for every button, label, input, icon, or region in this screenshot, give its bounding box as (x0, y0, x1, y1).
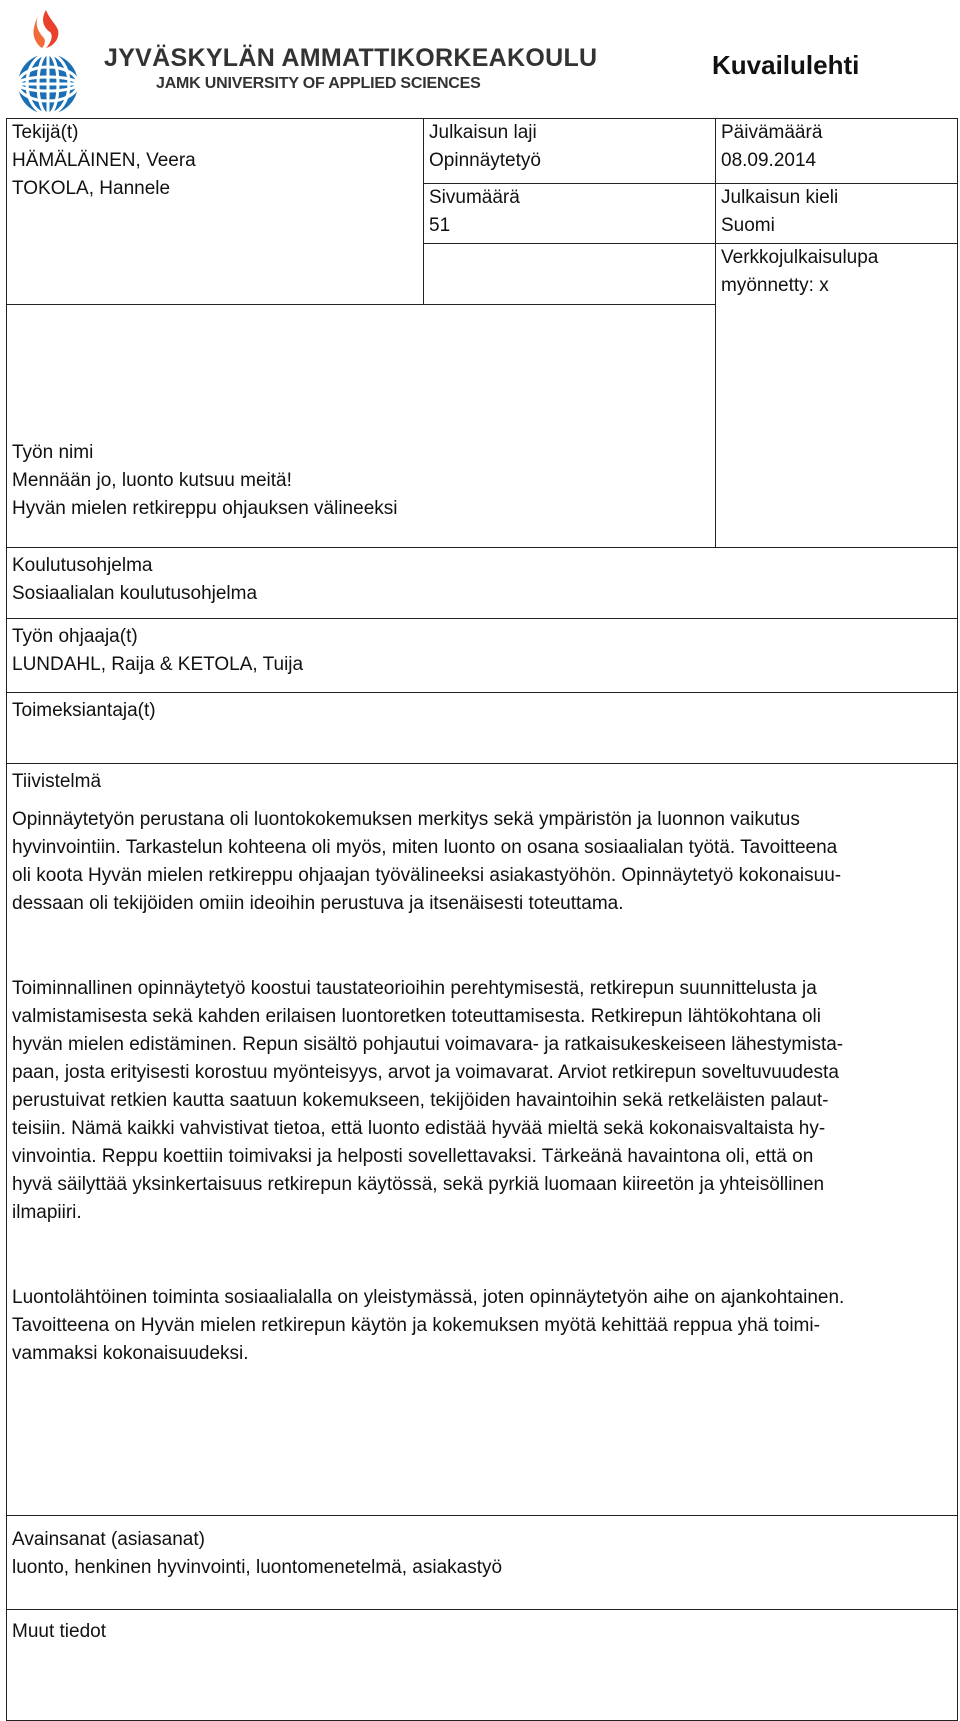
abstract-line: hyvän mielen edistäminen. Repun sisältö pohjautui voimavara- ja ratkaisukeskeiseen lähestymista- (12, 1034, 844, 1055)
publication-type-cell (423, 118, 716, 184)
abstract-label: Tiivistelmä (12, 771, 102, 792)
abstract-line: paan, josta erityisesti korostuu myönteisyys, arvot ja voimavarat. Arviot retkirepun soveltuvuudesta (12, 1062, 839, 1083)
abstract-line: ilmapiiri. (12, 1202, 82, 1223)
date-label: Päivämäärä (721, 122, 823, 143)
description-form (6, 118, 958, 1642)
date-cell (715, 118, 958, 184)
supervisors-label: Työn ohjaaja(t) (12, 626, 138, 647)
keywords-value: luonto, henkinen hyvinvointi, luontomenetelmä, asiakastyö (12, 1557, 503, 1578)
abstract-line: Opinnäytetyön perustana oli luontokokemuksen merkitys sekä ympäristön ja luonnon vaikutus (12, 809, 800, 830)
abstract-line: perustuivat retkien kautta saatuun kokemukseen, tekijöiden havaintoihin sekä retkeläisten palaut- (12, 1090, 829, 1111)
institution-name-english: JAMK UNIVERSITY OF APPLIED SCIENCES (156, 75, 481, 92)
other-info-label: Muut tiedot (12, 1621, 106, 1642)
page-count-label: Sivumäärä (429, 187, 520, 208)
author-name: TOKOLA, Hannele (12, 178, 171, 199)
page-count-value: 51 (429, 215, 451, 236)
language-value: Suomi (721, 215, 775, 236)
abstract-line: Luontolähtöinen toiminta sosiaalialalla on yleistymässä, joten opinnäytetyön aihe on ajankohtainen. (12, 1287, 845, 1308)
document-type-title: Kuvailulehti (712, 50, 860, 80)
thesis-title-line: Mennään jo, luonto kutsuu meitä! (12, 470, 292, 491)
abstract-line: oli koota Hyvän mielen retkireppu ohjaajan työvälineeksi asiakastyöhön. Opinnäytetyö kokonaisuu- (12, 865, 842, 886)
date-value: 08.09.2014 (721, 150, 817, 171)
degree-program-value: Sosiaalialan koulutusohjelma (12, 583, 258, 604)
author-name: HÄMÄLÄINEN, Veera (12, 150, 196, 171)
abstract-line: vinvointia. Reppu koettiin toimivaksi ja helposti sovellettavaksi. Tärkeänä havaintona oli, että on (12, 1146, 814, 1167)
jamk-logo-icon (10, 6, 94, 116)
abstract-line: valmistamisesta sekä kahden erilaisen luontoretken toteuttamisesta. Retkirepun lähtökohtana oli (12, 1006, 822, 1027)
institution-name: JYVÄSKYLÄN AMMATTIKORKEAKOULU (104, 44, 598, 72)
publication-type-value: Opinnäytetyö (429, 150, 541, 171)
language-cell (715, 183, 958, 244)
keywords-cell (6, 1515, 958, 1610)
abstract-line: Toiminnallinen opinnäytetyö koostui taustateorioihin perehtymisestä, retkirepun suunnittelusta ja (12, 978, 817, 999)
thesis-title-cell (6, 304, 716, 548)
online-permission-label: Verkkojulkaisulupa (721, 247, 879, 268)
online-permission-cell (715, 243, 958, 548)
degree-program-cell (6, 547, 958, 619)
page-header (0, 0, 960, 118)
authors-cell (6, 118, 424, 305)
abstract-line: hyvä säilyttää yksinkertaisuus retkirepun käytössä, sekä pyrkiä luomaan kiireetön ja yhteisöllinen (12, 1174, 825, 1195)
commissioner-label: Toimeksiantaja(t) (12, 700, 156, 721)
online-permission-value: myönnetty: x (721, 275, 829, 296)
other-info-cell (6, 1609, 958, 1721)
authors-label: Tekijä(t) (12, 122, 79, 143)
abstract-cell (6, 763, 958, 1516)
commissioner-cell (6, 692, 958, 764)
thesis-title-label: Työn nimi (12, 442, 94, 463)
abstract-line: teisiin. Nämä kaikki vahvistivat tietoa, että luonto edistää hyvää mieltä sekä kokonaisvaltaista hy- (12, 1118, 826, 1139)
keywords-label: Avainsanat (asiasanat) (12, 1529, 205, 1550)
supervisors-value: LUNDAHL, Raija & KETOLA, Tuija (12, 654, 304, 675)
empty-cell (423, 243, 716, 305)
abstract-line: hyvinvointiin. Tarkastelun kohteena oli myös, miten luonto on osana sosiaalialan työtä. Tavoitteena (12, 837, 838, 858)
degree-program-label: Koulutusohjelma (12, 555, 153, 576)
supervisors-cell (6, 618, 958, 693)
page-count-cell (423, 183, 716, 244)
language-label: Julkaisun kieli (721, 187, 839, 208)
publication-type-label: Julkaisun laji (429, 122, 537, 143)
abstract-line: vammaksi kokonaisuudeksi. (12, 1343, 249, 1364)
abstract-line: dessaan oli tekijöiden omiin ideoihin perustuva ja itsenäisesti toteuttama. (12, 893, 624, 914)
abstract-line: Tavoitteena on Hyvän mielen retkirepun käytön ja kokemuksen myötä kehittää reppua yhä toimi- (12, 1315, 820, 1336)
thesis-title-line: Hyvän mielen retkireppu ohjauksen välineeksi (12, 498, 398, 519)
